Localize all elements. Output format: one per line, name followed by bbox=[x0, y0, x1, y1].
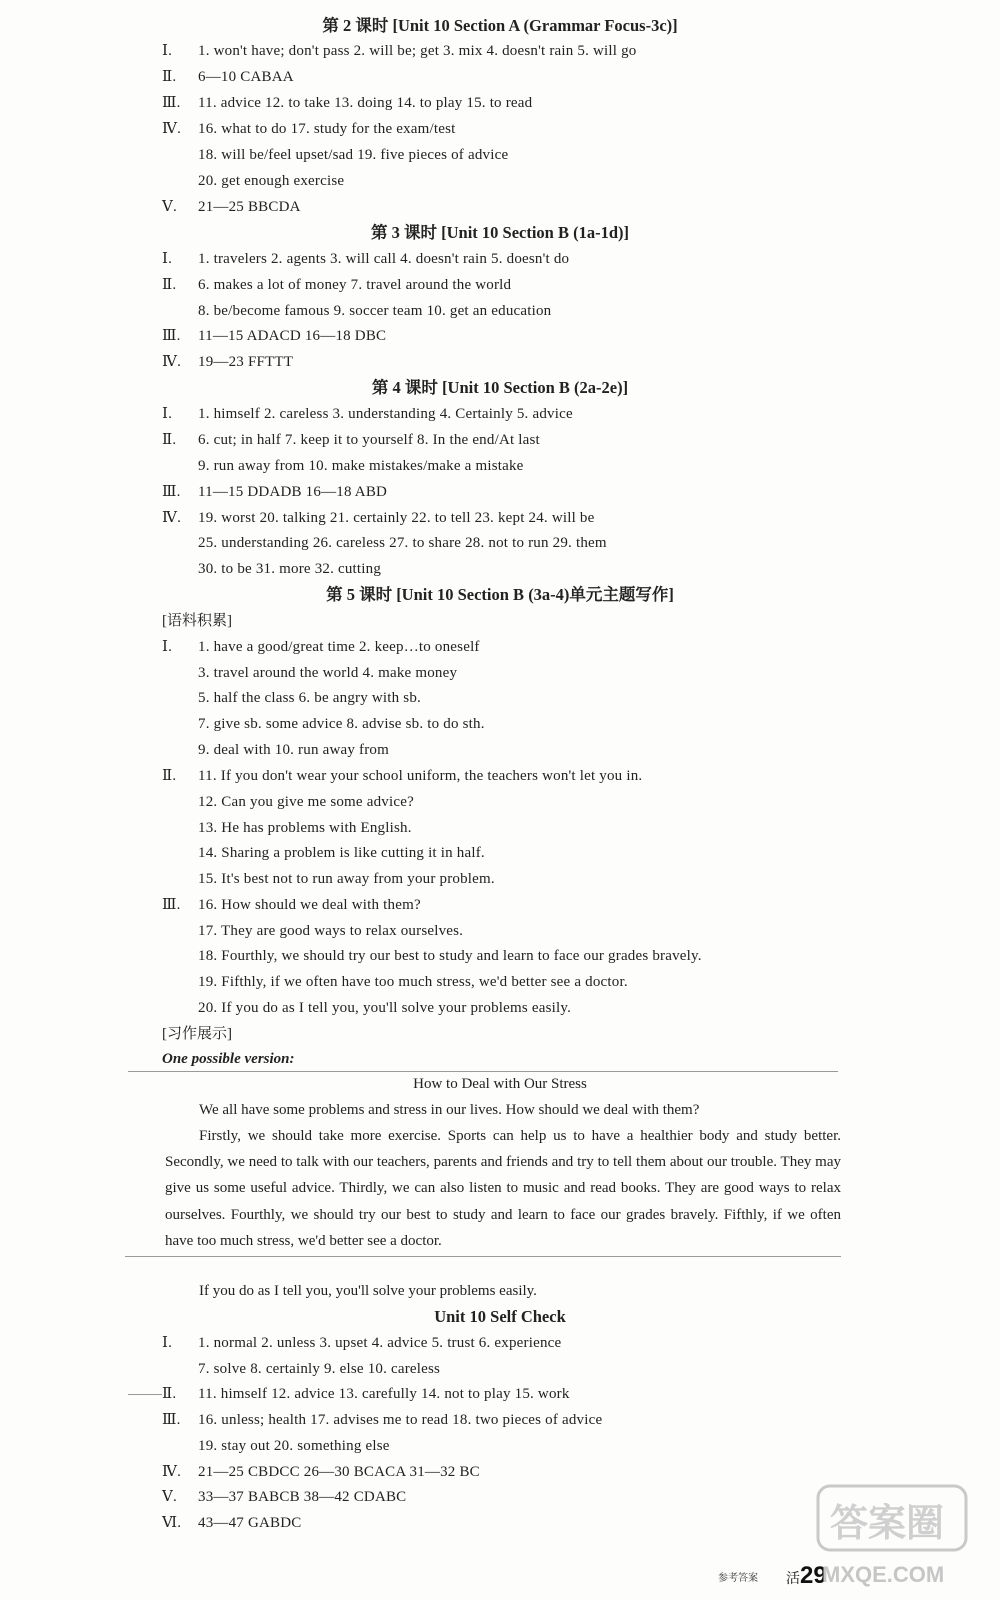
answer-line: Ⅵ. 43—47 GABDC bbox=[162, 1515, 302, 1531]
answer-line: Ⅰ. 1. travelers 2. agents 3. will call 4. doesn't rain 5. doesn't do bbox=[162, 251, 570, 267]
watermark-text: 答案圈 bbox=[830, 1501, 945, 1545]
divider-line bbox=[125, 1256, 841, 1257]
answer-line: Ⅲ. 11—15 ADACD 16—18 DBC bbox=[162, 328, 387, 344]
answer-line: Ⅳ. 19—23 FFTTT bbox=[162, 354, 294, 370]
answer-line: Ⅴ. 21—25 BBCDA bbox=[162, 199, 301, 215]
answer-line: 8. be/become famous 9. soccer team 10. get an education bbox=[198, 303, 552, 319]
answer-line: 20. If you do as I tell you, you'll solve your problems easily. bbox=[198, 1000, 572, 1016]
answer-line: 14. Sharing a problem is like cutting it in half. bbox=[198, 845, 485, 861]
answer-line: Ⅱ. 6—10 CABAA bbox=[162, 69, 294, 85]
answer-line: 7. give sb. some advice 8. advise sb. to do sth. bbox=[198, 716, 485, 732]
answer-line: Ⅳ. 19. worst 20. talking 21. certainly 22. to tell 23. kept 24. will be bbox=[162, 510, 595, 526]
answer-line: Ⅴ. 33—37 BABCB 38—42 CDABC bbox=[162, 1489, 407, 1505]
answer-line: 12. Can you give me some advice? bbox=[198, 794, 414, 810]
section-title-lesson-2: 第 2 课时 [Unit 10 Section A (Grammar Focus-3c)] bbox=[322, 16, 678, 35]
divider-line bbox=[128, 1071, 838, 1072]
watermark-url: MXQE.COM bbox=[822, 1562, 945, 1587]
answer-line: 9. deal with 10. run away from bbox=[198, 742, 389, 758]
page-number: 活29 bbox=[786, 1562, 827, 1589]
answer-line: Ⅰ. 1. himself 2. careless 3. understanding 4. Certainly 5. advice bbox=[162, 406, 573, 422]
section-title-lesson-3: 第 3 课时 [Unit 10 Section B (1a-1d)] bbox=[370, 223, 630, 242]
answer-line: 17. They are good ways to relax ourselves. bbox=[198, 923, 464, 939]
answer-line: Ⅲ. 16. unless; health 17. advises me to read 18. two pieces of advice bbox=[162, 1412, 603, 1428]
essay-title: How to Deal with Our Stress bbox=[413, 1076, 587, 1092]
answer-line: 13. He has problems with English. bbox=[198, 820, 412, 836]
answer-line: 19. stay out 20. something else bbox=[198, 1438, 390, 1454]
answer-line: 19. Fifthly, if we often have too much stress, we'd better see a doctor. bbox=[198, 974, 628, 990]
footer-label: 参考答案 bbox=[718, 1573, 758, 1584]
essay-paragraph-1: We all have some problems and stress in our lives. How should we deal with them? bbox=[199, 1102, 700, 1118]
answer-line: Ⅰ. 1. won't have; don't pass 2. will be; get 3. mix 4. doesn't rain 5. will go bbox=[162, 43, 637, 59]
essay-paragraph-2: Firstly, we should take more exercise. Sports can help us to have a healthier body and study better. Secondly, we need to talk with our teachers, parents and friends and try to tell them about our trouble. They may give us some useful advice. Thirdly, we can also listen to music and read books. They are good ways to relax ourselves. Fourthly, we should try our best to study and learn to face our grades bravely. Fifthly, if we often have too much stress, we'd better see a doctor. bbox=[165, 1128, 841, 1249]
essay-paragraph-3: If you do as I tell you, you'll solve your problems easily. bbox=[199, 1283, 537, 1299]
answer-line: 18. will be/feel upset/sad 19. five pieces of advice bbox=[198, 147, 509, 163]
answer-line: Ⅰ. 1. have a good/great time 2. keep…to oneself bbox=[162, 639, 480, 655]
answer-line: 20. get enough exercise bbox=[198, 173, 345, 189]
answer-line: Ⅲ. 11. advice 12. to take 13. doing 14. to play 15. to read bbox=[162, 95, 533, 111]
watermark-logo bbox=[812, 1476, 988, 1594]
answer-line: 3. travel around the world 4. make money bbox=[198, 665, 458, 681]
answer-line: Ⅲ. 16. How should we deal with them? bbox=[162, 897, 421, 913]
answer-line: Ⅱ. 11. himself 12. advice 13. carefully 14. not to play 15. work bbox=[162, 1386, 570, 1402]
possible-version-label: One possible version: bbox=[162, 1051, 295, 1067]
answer-line: 7. solve 8. certainly 9. else 10. careless bbox=[198, 1361, 441, 1377]
section-title-self-check: Unit 10 Self Check bbox=[434, 1307, 566, 1326]
answer-line: Ⅲ. 11—15 DDADB 16—18 ABD bbox=[162, 484, 388, 500]
answer-line: Ⅳ. 16. what to do 17. study for the exam/test bbox=[162, 121, 456, 137]
answer-line: 5. half the class 6. be angry with sb. bbox=[198, 690, 421, 706]
answer-line: 25. understanding 26. careless 27. to share 28. not to run 29. them bbox=[198, 535, 607, 551]
subheading-writing: [习作展示] bbox=[162, 1026, 232, 1042]
answer-line: 30. to be 31. more 32. cutting bbox=[198, 561, 382, 577]
answer-line: Ⅱ. 6. makes a lot of money 7. travel around the world bbox=[162, 277, 512, 293]
answer-line: Ⅳ. 21—25 CBDCC 26—30 BCACA 31—32 BC bbox=[162, 1464, 480, 1480]
answer-line: 15. It's best not to run away from your problem. bbox=[198, 871, 495, 887]
answer-line: Ⅱ. 11. If you don't wear your school uniform, the teachers won't let you in. bbox=[162, 768, 643, 784]
section-title-lesson-4: 第 4 课时 [Unit 10 Section B (2a-2e)] bbox=[371, 378, 629, 397]
section-title-lesson-5: 第 5 课时 [Unit 10 Section B (3a-4)单元主题写作] bbox=[326, 585, 674, 604]
answer-line: Ⅱ. 6. cut; in half 7. keep it to yourself 8. In the end/At last bbox=[162, 432, 540, 448]
subheading-corpus: [语料积累] bbox=[162, 613, 232, 629]
answer-line: 18. Fourthly, we should try our best to study and learn to face our grades bravely. bbox=[198, 948, 702, 964]
divider-line bbox=[128, 1394, 162, 1395]
answer-line: 9. run away from 10. make mistakes/make a mistake bbox=[198, 458, 524, 474]
answer-line: Ⅰ. 1. normal 2. unless 3. upset 4. advice 5. trust 6. experience bbox=[162, 1335, 562, 1351]
